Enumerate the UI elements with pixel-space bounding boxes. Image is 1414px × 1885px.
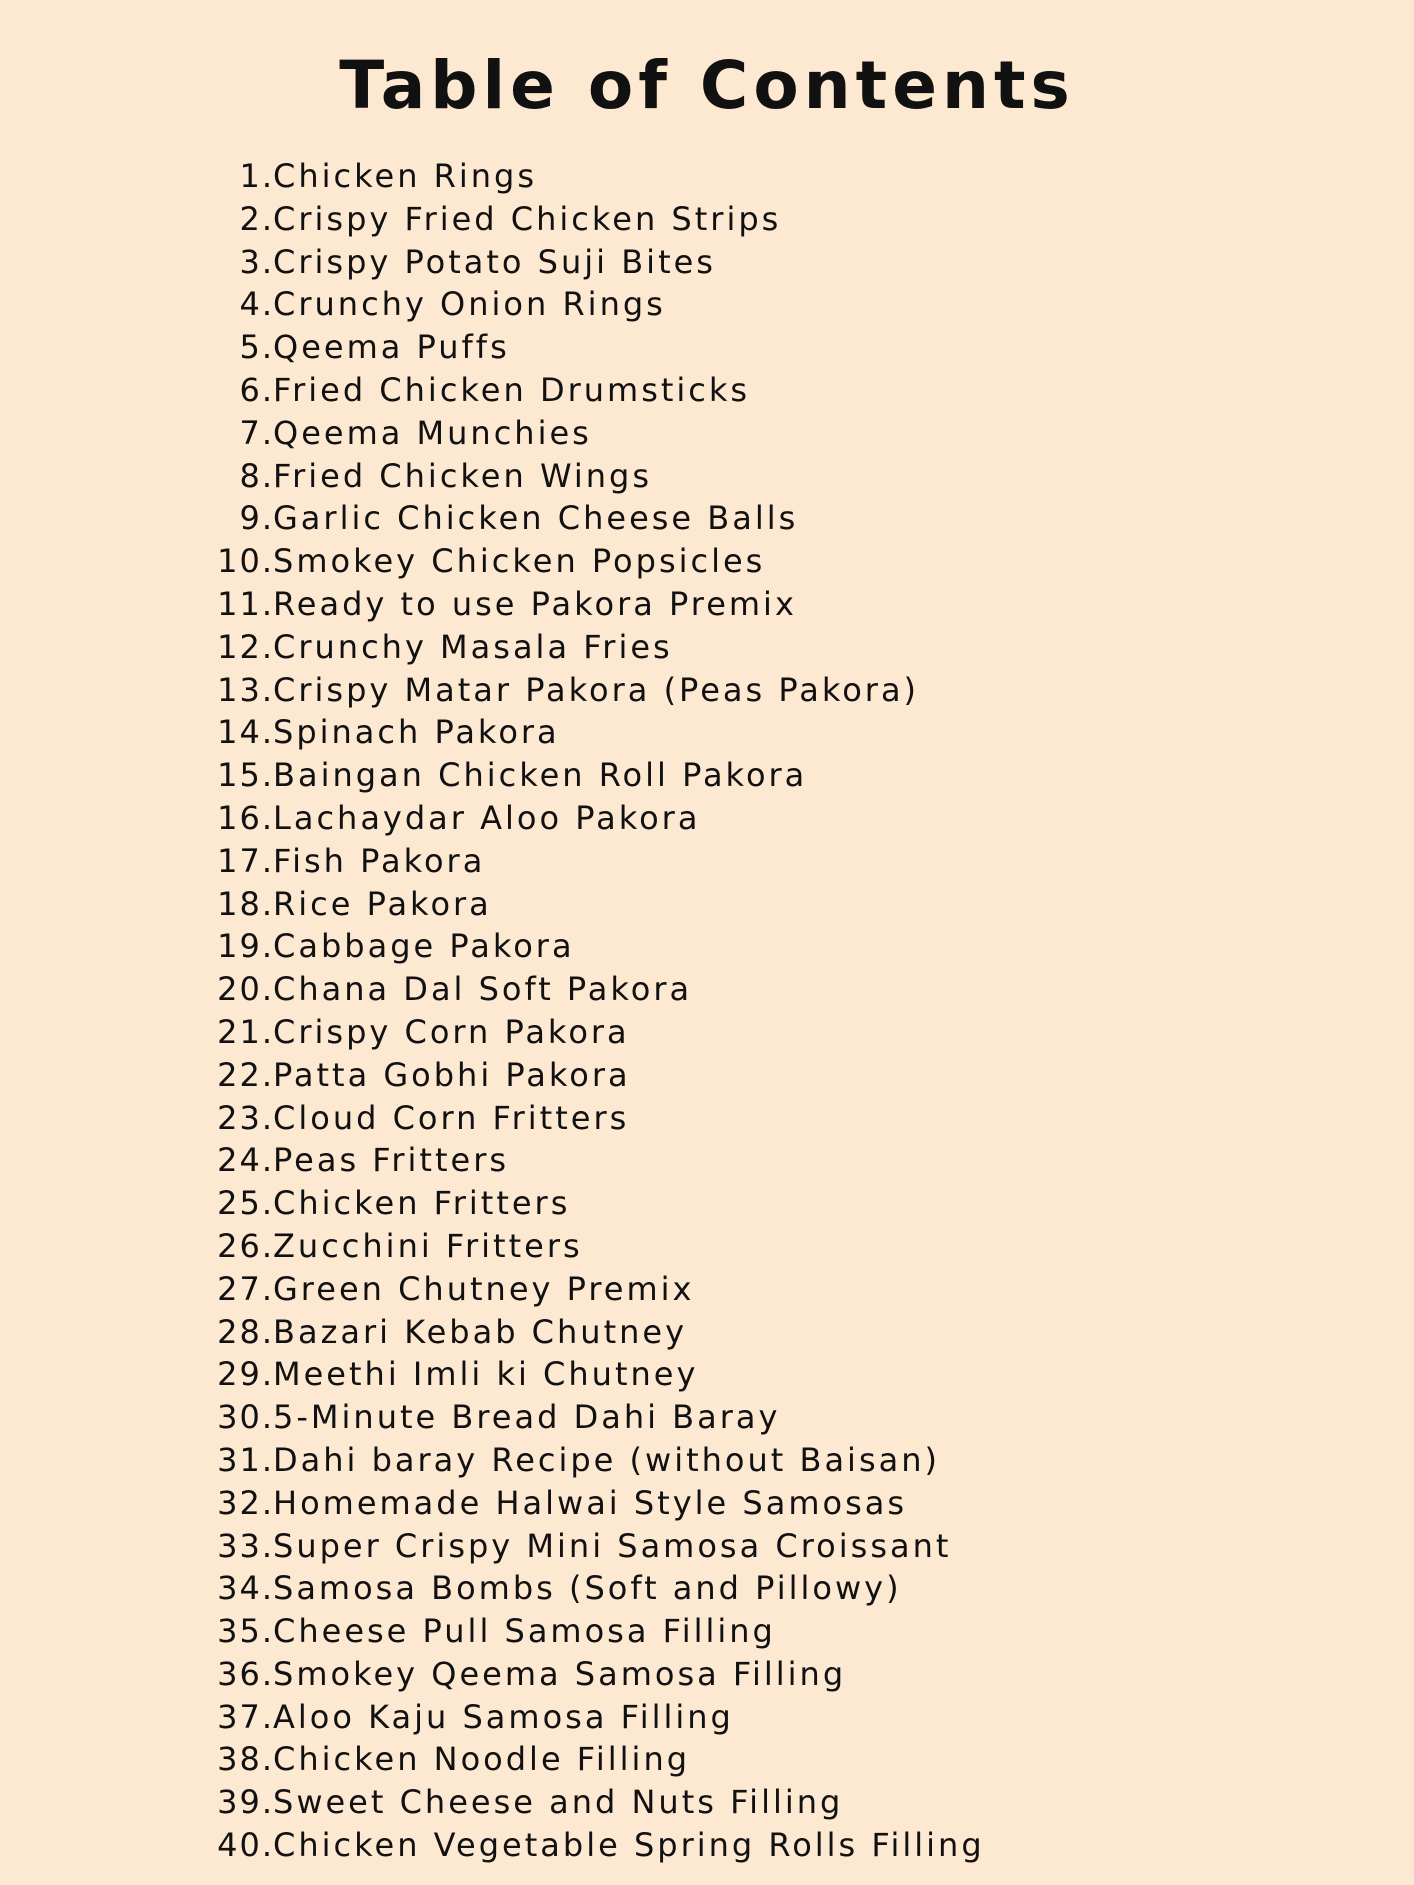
toc-item-title: Bazari Kebab Chutney — [273, 1312, 688, 1351]
toc-item — [0, 669, 1414, 712]
toc-item-title: Aloo Kaju Samosa Filling — [273, 1697, 734, 1736]
toc-item-title: Super Crispy Mini Samosa Croissant — [273, 1526, 952, 1565]
toc-item — [0, 1439, 1414, 1482]
toc-item — [0, 155, 1414, 198]
toc-item-number: 26. — [217, 1226, 274, 1265]
toc-item-number: 36. — [217, 1654, 274, 1693]
toc-item — [0, 283, 1414, 326]
toc-item-number: 14. — [217, 713, 274, 752]
toc-item-number: 23. — [217, 1098, 274, 1137]
toc-item-title: Cheese Pull Samosa Filling — [273, 1612, 776, 1651]
toc-item-number: 22. — [217, 1055, 274, 1094]
toc-item-number: 27. — [217, 1269, 274, 1308]
toc-item — [0, 711, 1414, 754]
toc-item-title: Chana Dal Soft Pakora — [273, 970, 693, 1009]
toc-item-title: Crispy Matar Pakora (Peas Pakora) — [273, 670, 920, 709]
toc-item — [0, 1268, 1414, 1311]
toc-item-number: 8. — [239, 456, 274, 495]
toc-item-number: 10. — [217, 542, 274, 581]
toc-item — [0, 1696, 1414, 1739]
toc-item-title: Baingan Chicken Roll Pakora — [273, 756, 808, 795]
toc-item-number: 40. — [217, 1826, 274, 1865]
toc-item-title: Zucchini Fritters — [273, 1226, 583, 1265]
toc-item — [0, 968, 1414, 1011]
toc-item-title: 5-Minute Bread Dahi Baray — [273, 1398, 781, 1437]
toc-item-title: Lachaydar Aloo Pakora — [273, 798, 701, 837]
toc-item-title: Green Chutney Premix — [273, 1269, 695, 1308]
toc-item-title: Crunchy Onion Rings — [273, 285, 666, 324]
toc-item — [0, 1139, 1414, 1182]
toc-item-title: Fried Chicken Drumsticks — [273, 370, 751, 409]
toc-item-title: Qeema Puffs — [273, 328, 510, 367]
toc-item — [0, 1353, 1414, 1396]
toc-item-number: 13. — [217, 670, 274, 709]
toc-list — [0, 155, 1414, 1867]
toc-item — [0, 497, 1414, 540]
toc-item-title: Crunchy Masala Fries — [273, 627, 673, 666]
toc-item — [0, 1097, 1414, 1140]
toc-item-number: 9. — [239, 499, 274, 538]
toc-item-title: Cabbage Pakora — [273, 927, 575, 966]
toc-item-title: Samosa Bombs (Soft and Pillowy) — [273, 1569, 902, 1608]
toc-item-title: Chicken Rings — [273, 157, 538, 195]
toc-item — [0, 1225, 1414, 1268]
toc-item-number: 11. — [217, 584, 274, 623]
toc-item-title: Chicken Noodle Filling — [273, 1740, 691, 1779]
toc-item-title: Crispy Corn Pakora — [273, 1012, 630, 1051]
toc-item-number: 6. — [239, 370, 274, 409]
toc-item-title: Sweet Cheese and Nuts Filling — [273, 1783, 844, 1822]
toc-item — [0, 1482, 1414, 1525]
toc-item-title: Fish Pakora — [273, 841, 486, 880]
toc-item — [0, 1525, 1414, 1568]
toc-item-title: Garlic Chicken Cheese Balls — [273, 499, 799, 538]
toc-item — [0, 1653, 1414, 1696]
toc-item-title: Rice Pakora — [273, 884, 492, 923]
toc-item-title: Crispy Potato Suji Bites — [273, 242, 716, 281]
toc-item-number: 24. — [217, 1141, 274, 1180]
toc-item — [0, 583, 1414, 626]
toc-item-number: 29. — [217, 1355, 274, 1394]
toc-item — [0, 840, 1414, 883]
toc-item-number: 19. — [217, 927, 274, 966]
toc-item-title: Smokey Chicken Popsicles — [273, 542, 766, 581]
toc-item-number: 34. — [217, 1569, 274, 1608]
toc-item-number: 17. — [217, 841, 274, 880]
toc-item-number: 12. — [217, 627, 274, 666]
toc-item-number: 25. — [217, 1184, 274, 1223]
toc-item-number: 33. — [217, 1526, 274, 1565]
toc-item — [0, 369, 1414, 412]
toc-item-number: 39. — [217, 1783, 274, 1822]
toc-item-title: Chicken Vegetable Spring Rolls Filling — [273, 1826, 985, 1865]
toc-item-title: Smokey Qeema Samosa Filling — [273, 1654, 847, 1693]
toc-item-number: 30. — [217, 1398, 274, 1437]
toc-item — [0, 1824, 1414, 1867]
toc-item — [0, 1567, 1414, 1610]
toc-item-number: 35. — [217, 1612, 274, 1651]
toc-item — [0, 1011, 1414, 1054]
toc-item-title: Fried Chicken Wings — [273, 456, 653, 495]
toc-item-title: Ready to use Pakora Premix — [273, 584, 797, 623]
toc-item — [0, 1610, 1414, 1653]
toc-item-title: Patta Gobhi Pakora — [273, 1055, 631, 1094]
toc-item-number: 20. — [217, 970, 274, 1009]
toc-item-title: Dahi baray Recipe (without Baisan) — [273, 1440, 940, 1479]
toc-item-number: 7. — [239, 413, 274, 452]
toc-item — [0, 1396, 1414, 1439]
toc-item — [0, 626, 1414, 669]
toc-item-number: 28. — [217, 1312, 274, 1351]
toc-item — [0, 1781, 1414, 1824]
toc-item — [0, 1054, 1414, 1097]
toc-item-number: 32. — [217, 1483, 274, 1522]
toc-item — [0, 883, 1414, 926]
toc-item — [0, 241, 1414, 284]
toc-item-number: 5. — [239, 328, 274, 367]
toc-item-title: Peas Fritters — [273, 1141, 510, 1180]
toc-item — [0, 1182, 1414, 1225]
toc-item-title: Crispy Fried Chicken Strips — [273, 199, 782, 238]
toc-item-number: 2. — [239, 199, 274, 238]
toc-item-title: Homemade Halwai Style Samosas — [273, 1483, 908, 1522]
toc-item-title: Chicken Fritters — [273, 1184, 571, 1223]
toc-item-number: 38. — [217, 1740, 274, 1779]
toc-item — [0, 1311, 1414, 1354]
toc-item — [0, 754, 1414, 797]
toc-item — [0, 412, 1414, 455]
toc-item-number: 21. — [217, 1012, 274, 1051]
toc-item — [0, 540, 1414, 583]
toc-item — [0, 925, 1414, 968]
toc-item — [0, 797, 1414, 840]
toc-item — [0, 198, 1414, 241]
toc-item-number: 15. — [217, 756, 274, 795]
page-title: Table of Contents — [339, 47, 1075, 124]
toc-item-number: 4. — [239, 285, 274, 324]
toc-item-title: Cloud Corn Fritters — [273, 1098, 630, 1137]
toc-item-number: 18. — [217, 884, 274, 923]
toc-item-number: 31. — [217, 1440, 274, 1479]
toc-item-number: 3. — [239, 242, 274, 281]
toc-item-title: Spinach Pakora — [273, 713, 560, 752]
toc-item — [0, 326, 1414, 369]
toc-item — [0, 1738, 1414, 1781]
toc-item-title: Qeema Munchies — [273, 413, 592, 452]
toc-item — [0, 455, 1414, 498]
toc-item-number: 1. — [239, 157, 274, 195]
toc-item-title: Meethi Imli ki Chutney — [273, 1355, 699, 1394]
toc-item-number: 16. — [217, 798, 274, 837]
toc-item-number: 37. — [217, 1697, 274, 1736]
